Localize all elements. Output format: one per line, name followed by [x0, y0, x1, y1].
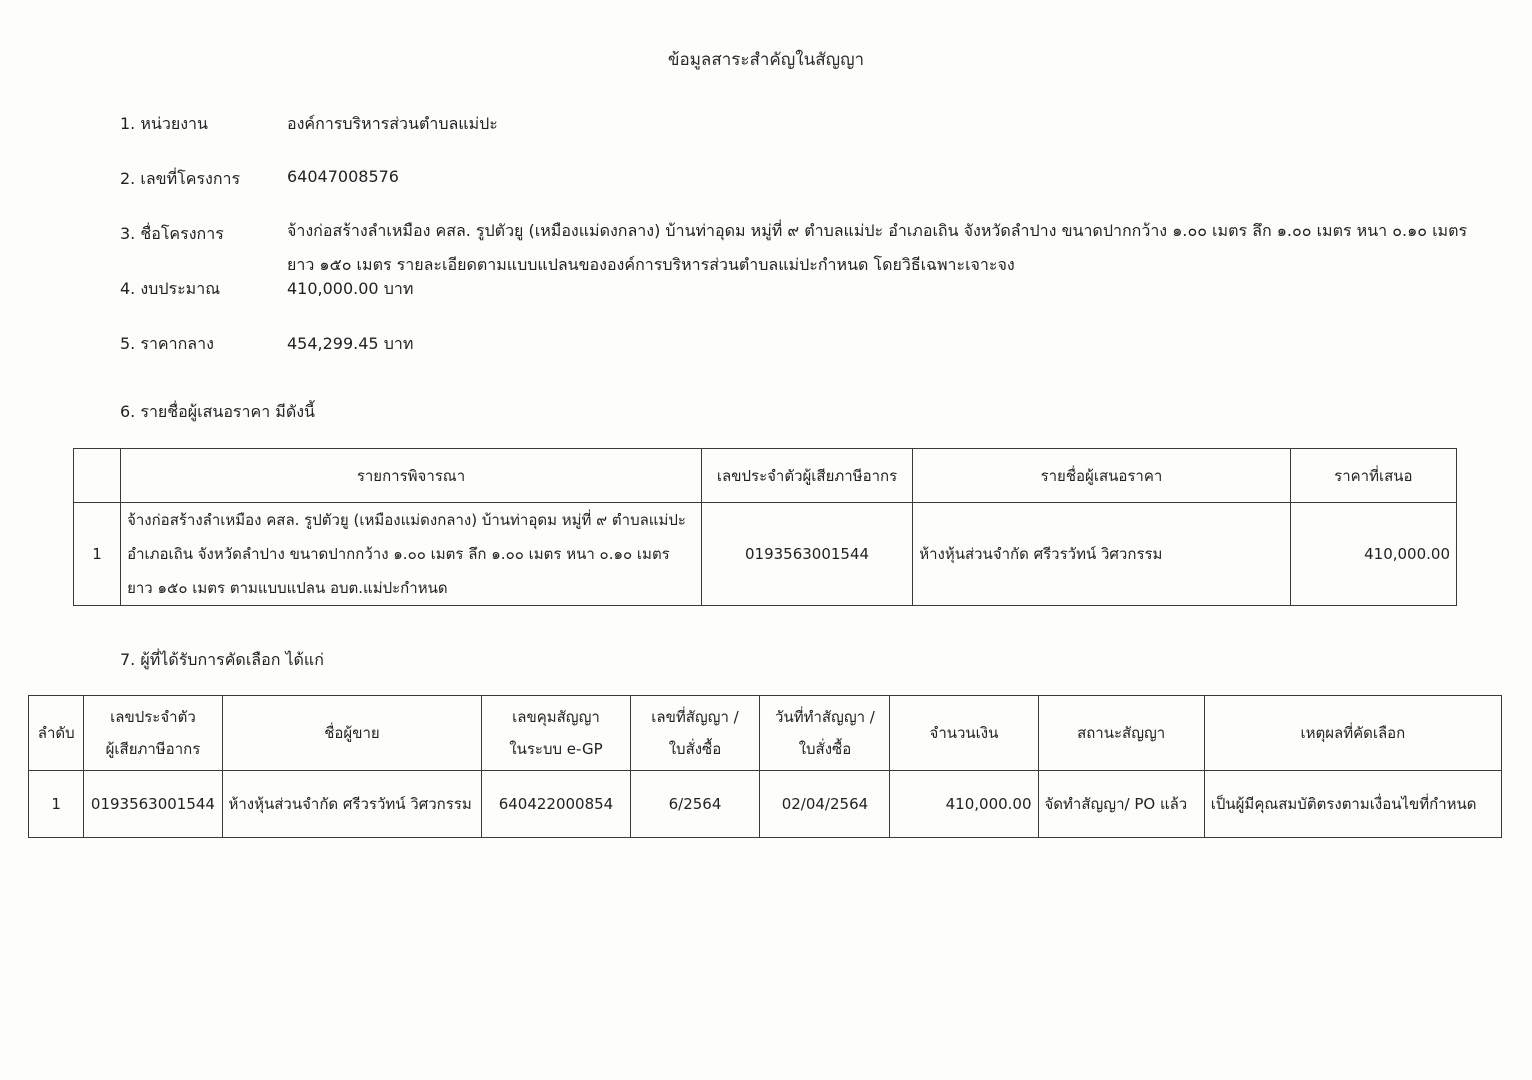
- field-label: 2. เลขที่โครงการ: [120, 169, 241, 188]
- col-header-contract-number: [630, 696, 760, 771]
- cell-number: 1: [29, 771, 84, 838]
- header-line: ในระบบ e-GP: [509, 740, 603, 758]
- cell-contract-date: 02/04/2564: [760, 771, 890, 838]
- cell-seller: ห้างหุ้นส่วนจำกัด ศรีวรวัทน์ วิศวกรรม: [222, 771, 482, 838]
- field-label: 4. งบประมาณ: [120, 279, 221, 298]
- col-header-item: รายการพิจารณา: [121, 449, 702, 503]
- header-line: วันที่ทำสัญญา /: [775, 708, 875, 726]
- table-row: [74, 503, 1457, 606]
- cell-status: จัดทำสัญญา/ PO แล้ว: [1038, 771, 1204, 838]
- col-header-reason: เหตุผลที่คัดเลือก: [1204, 696, 1501, 771]
- field-value: องค์การบริหารส่วนตำบลแม่ปะ: [287, 114, 498, 133]
- col-header-number: [74, 449, 121, 503]
- col-header-number: ลำดับ: [29, 696, 84, 771]
- cell-tax-id: 0193563001544: [84, 771, 222, 838]
- cell-bidder: ห้างหุ้นส่วนจำกัด ศรีวรวัทน์ วิศวกรรม: [913, 503, 1291, 606]
- cell-tax-id: 0193563001544: [701, 503, 912, 606]
- col-header-contract-date: [760, 696, 890, 771]
- col-header-tax-id: เลขประจำตัวผู้เสียภาษีอากร: [701, 449, 912, 503]
- cell-reason: เป็นผู้มีคุณสมบัติตรงตามเงื่อนไขที่กำหนด: [1204, 771, 1501, 838]
- field-value: 64047008576: [287, 167, 399, 186]
- winners-section-title: 7. ผู้ที่ได้รับการคัดเลือก ได้แก่: [120, 650, 324, 669]
- cell-item: จ้างก่อสร้างลำเหมือง คสล. รูปตัวยู (เหมืองแม่ดงกลาง) บ้านท่าอุดม หมู่ที่ ๙ ตำบลแม่ปะ อำเภอเถิน จังหวัดลำปาง ขนาดปากกว้าง ๑.๐๐ เมตร ลึก ๑.๐๐ เมตร หนา ๐.๑๐ เมตร ยาว ๑๕๐ เมตร ตามแบบแปลน อบต.แม่ปะกำหนด: [121, 503, 702, 606]
- winners-table: [28, 695, 1502, 838]
- bids-table: [73, 448, 1457, 606]
- table-row: [29, 771, 1502, 838]
- col-header-status: สถานะสัญญา: [1038, 696, 1204, 771]
- cell-contract-number: 6/2564: [630, 771, 760, 838]
- field-value: 410,000.00 บาท: [287, 279, 414, 298]
- table-header-row: [29, 696, 1502, 771]
- field-value: จ้างก่อสร้างลำเหมือง คสล. รูปตัวยู (เหมืองแม่ดงกลาง) บ้านท่าอุดม หมู่ที่ ๙ ตำบลแม่ปะ อำเภอเถิน จังหวัดลำปาง ขนาดปากกว้าง ๑.๐๐ เมตร ลึก ๑.๐๐ เมตร หนา ๐.๑๐ เมตร ยาว ๑๕๐ เมตร รายละเอียดตามแบบแปลนขององค์การบริหารส่วนตำบลแม่ปะกำหนด โดยวิธีเฉพาะเจาะจง: [287, 221, 1468, 274]
- col-header-amount: จำนวนเงิน: [890, 696, 1038, 771]
- field-label: 1. หน่วยงาน: [120, 114, 208, 133]
- header-line: เลขที่สัญญา /: [651, 708, 739, 726]
- col-header-bidder: รายชื่อผู้เสนอราคา: [913, 449, 1291, 503]
- header-line: เลขประจำตัว: [110, 708, 196, 726]
- col-header-price: ราคาที่เสนอ: [1290, 449, 1456, 503]
- header-line: ผู้เสียภาษีอากร: [105, 740, 201, 758]
- header-line: ใบสั่งซื้อ: [668, 740, 722, 758]
- cell-control-number: 640422000854: [482, 771, 630, 838]
- header-line: เลขคุมสัญญา: [512, 708, 600, 726]
- col-header-seller: ชื่อผู้ขาย: [222, 696, 482, 771]
- cell-price: 410,000.00: [1290, 503, 1456, 606]
- field-label: 5. ราคากลาง: [120, 334, 214, 353]
- field-value: 454,299.45 บาท: [287, 334, 414, 353]
- header-line: ใบสั่งซื้อ: [798, 740, 852, 758]
- cell-amount: 410,000.00: [890, 771, 1038, 838]
- field-label: 3. ชื่อโครงการ: [120, 224, 224, 243]
- document-title: ข้อมูลสาระสำคัญในสัญญา: [667, 50, 865, 70]
- col-header-tax-id: [84, 696, 222, 771]
- cell-number: 1: [74, 503, 121, 606]
- col-header-control-number: [482, 696, 630, 771]
- table-header-row: [74, 449, 1457, 503]
- bids-section-title: 6. รายชื่อผู้เสนอราคา มีดังนี้: [120, 402, 315, 421]
